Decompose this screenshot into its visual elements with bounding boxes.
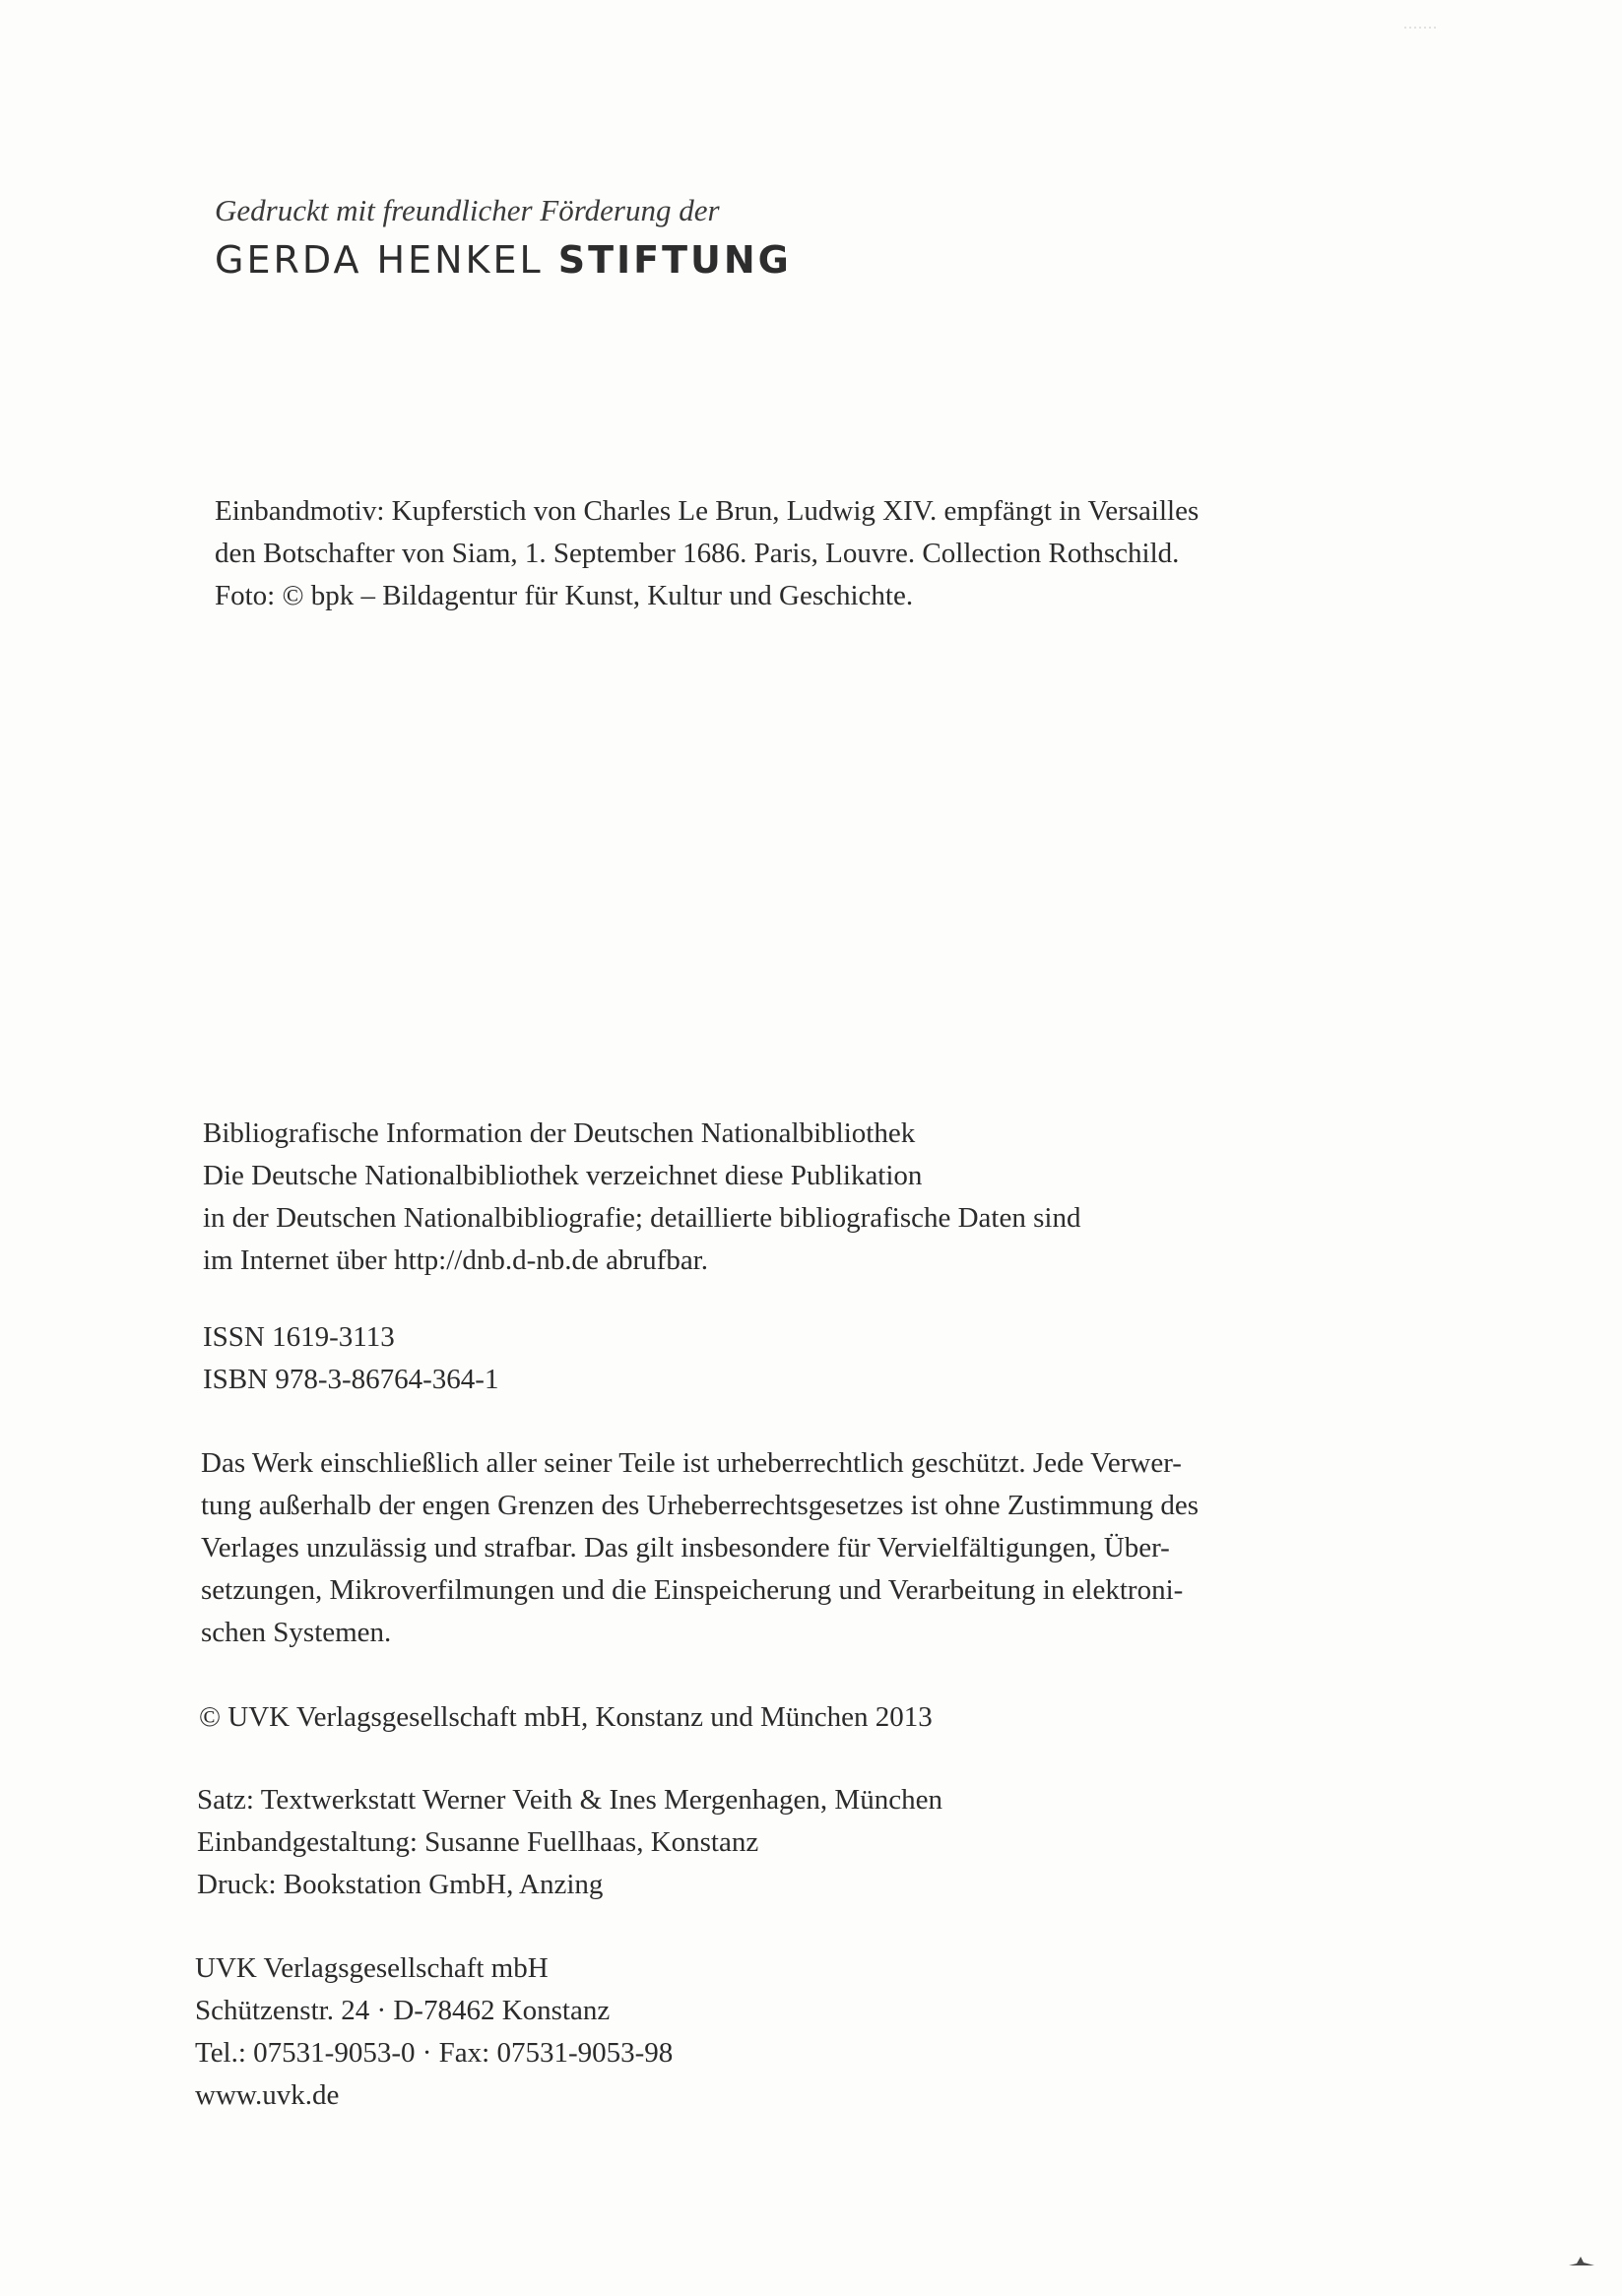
cover-credit-line: den Botschafter von Siam, 1. September 1686. Paris, Louvre. Collection Rothschild. bbox=[215, 538, 1180, 569]
bibliographic-info-block bbox=[203, 1113, 1080, 1282]
copyright-line: © UVK Verlagsgesellschaft mbH, Konstanz und München 2013 bbox=[199, 1701, 933, 1733]
issn-number: ISSN 1619-3113 bbox=[203, 1321, 395, 1353]
publisher-name: UVK Verlagsgesellschaft mbH bbox=[195, 1952, 549, 1984]
scan-speck-mark bbox=[1404, 26, 1438, 30]
sponsor-credit-line: Gedruckt mit freundlicher Förderung der bbox=[215, 193, 720, 227]
sponsor-logo-text bbox=[215, 238, 792, 282]
sponsor-name-bold: STIFTUNG bbox=[557, 238, 792, 282]
cover-credit-line: Einbandmotiv: Kupferstich von Charles Le Brun, Ludwig XIV. empfängt in Versailles bbox=[215, 495, 1200, 527]
rights-line: Verlages unzulässig und strafbar. Das gilt insbesondere für Vervielfältigungen, Über- bbox=[201, 1532, 1170, 1563]
publisher-address: Schützenstr. 24 · D-78462 Konstanz bbox=[195, 1995, 611, 2026]
rights-line: setzungen, Mikroverfilmungen und die Einspeicherung und Verarbeitung in elektroni- bbox=[201, 1574, 1184, 1606]
bibliographic-line: in der Deutschen Nationalbibliografie; detaillierte bibliografische Daten sind bbox=[203, 1202, 1081, 1234]
publisher-website: www.uvk.de bbox=[195, 2079, 340, 2111]
cover-credit-block bbox=[215, 490, 1199, 617]
typesetting-credit: Satz: Textwerkstatt Werner Veith & Ines Mergenhagen, München bbox=[197, 1784, 942, 1816]
rights-line: Das Werk einschließlich aller seiner Teile ist urheberrechtlich geschützt. Jede Verwer- bbox=[201, 1447, 1182, 1479]
bibliographic-line: Bibliografische Information der Deutschen Nationalbibliothek bbox=[203, 1117, 916, 1149]
publisher-address-block bbox=[195, 1947, 673, 2117]
publisher-phone-fax: Tel.: 07531-9053-0 · Fax: 07531-9053-98 bbox=[195, 2037, 674, 2069]
copyright-block bbox=[199, 1696, 933, 1739]
rights-line: tung außerhalb der engen Grenzen des Urheberrechtsgesetzes ist ohne Zustimmung des bbox=[201, 1490, 1200, 1521]
cover-credit-line: Foto: © bpk – Bildagentur für Kunst, Kultur und Geschichte. bbox=[215, 580, 914, 611]
identifiers-block bbox=[203, 1316, 498, 1401]
rights-line: schen Systemen. bbox=[201, 1617, 392, 1648]
printing-credit: Druck: Bookstation GmbH, Anzing bbox=[197, 1869, 604, 1900]
production-credits-block bbox=[197, 1779, 942, 1906]
isbn-number: ISBN 978-3-86764-364-1 bbox=[203, 1364, 499, 1395]
corner-scan-mark-icon bbox=[1569, 2255, 1594, 2266]
cover-design-credit: Einbandgestaltung: Susanne Fuellhaas, Konstanz bbox=[197, 1826, 759, 1858]
sponsor-block bbox=[215, 193, 792, 282]
bibliographic-line: Die Deutsche Nationalbibliothek verzeichnet diese Publikation bbox=[203, 1160, 923, 1191]
bibliographic-line: im Internet über http://dnb.d-nb.de abrufbar. bbox=[203, 1244, 708, 1276]
sponsor-name-regular: GERDA HENKEL bbox=[215, 238, 558, 282]
rights-notice-block bbox=[201, 1442, 1199, 1654]
